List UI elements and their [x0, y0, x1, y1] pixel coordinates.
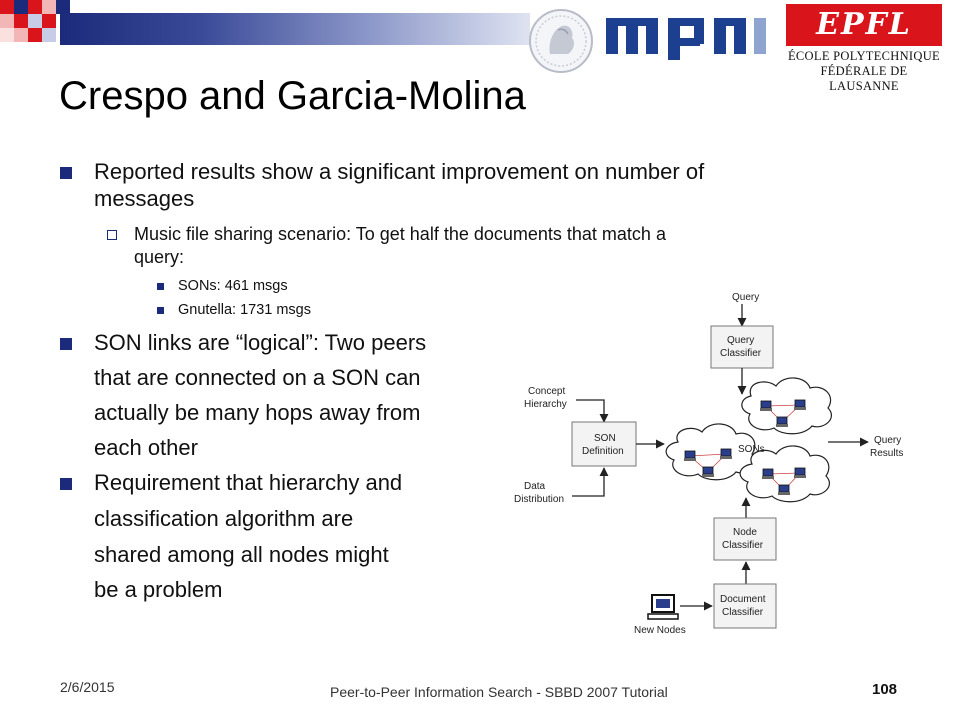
- label-sons: SONs: [738, 444, 765, 455]
- bullet-1-line-2: messages: [94, 186, 195, 211]
- bullet-2-line-4: each other: [94, 435, 198, 460]
- query-classifier-box: [711, 326, 773, 368]
- label-query-results-1: Query: [874, 435, 902, 446]
- label-query: Query: [732, 292, 760, 303]
- sub-bullet-marker: [107, 230, 117, 240]
- label-data-distribution-2: Distribution: [514, 494, 565, 505]
- epfl-logo: [784, 2, 944, 93]
- bullet-3-line-2: classification algorithm are: [94, 506, 354, 531]
- epfl-line-1: ÉCOLE POLYTECHNIQUE: [787, 49, 940, 63]
- label-document-classifier-2: Classifier: [722, 607, 764, 618]
- label-concept-hierarchy-1: Concept: [528, 386, 566, 397]
- bullet-2-line-2: that are connected on a SON can: [94, 365, 421, 390]
- node-classifier-box: [714, 518, 776, 560]
- bullet-1-line-1: Reported results show a significant improvement on number of: [94, 159, 705, 184]
- bullet-1-sub-line-1: Music file sharing scenario: To get half the documents that match a: [134, 224, 666, 244]
- label-query-classifier-1: Query: [727, 335, 755, 346]
- bullet-3-line-3: shared among all nodes might: [94, 542, 389, 567]
- epfl-line-2: FÉDÉRALE DE LAUSANNE: [820, 64, 908, 93]
- bullet-1-sub-line-2: query:: [134, 247, 185, 267]
- bullet-marker: [60, 338, 72, 350]
- label-query-results-2: Results: [870, 448, 904, 459]
- label-new-nodes: New Nodes: [634, 625, 686, 636]
- son-definition-box: [572, 422, 636, 466]
- slide-title: Crespo and Garcia-Molina: [59, 74, 526, 118]
- bullet-3-line-4: be a problem: [94, 577, 223, 602]
- son-architecture-diagram: [506, 284, 936, 640]
- bullet-2-line-1: SON links are “logical”: Two peers: [94, 330, 427, 355]
- bullet-2-line-3: actually be many hops away from: [94, 400, 421, 425]
- son-cloud-top: [742, 378, 832, 434]
- page-number: 108: [872, 681, 898, 698]
- bullet-marker: [60, 167, 72, 179]
- epfl-red-block: [786, 4, 942, 46]
- new-nodes-computer-icon: [648, 595, 678, 619]
- header-gradient-bar: [60, 13, 530, 45]
- label-query-classifier-2: Classifier: [720, 348, 762, 359]
- label-data-distribution-1: Data: [524, 481, 546, 492]
- mpi-logo: [604, 10, 772, 60]
- footer-text: Peer-to-Peer Information Search - SBBD 2007 Tutorial: [330, 684, 668, 700]
- sub-sub-bullet-marker: [157, 283, 164, 290]
- bullet-1-sub-item-1: SONs: 461 msgs: [178, 278, 288, 294]
- label-son-definition-2: Definition: [582, 446, 624, 457]
- label-node-classifier-1: Node: [733, 527, 757, 538]
- footer-date: 2/6/2015: [60, 679, 115, 695]
- bullet-1-sub-item-2: Gnutella: 1731 msgs: [178, 302, 311, 318]
- label-son-definition-1: SON: [594, 433, 616, 444]
- epfl-wordmark: EPFL: [816, 7, 912, 42]
- label-node-classifier-2: Classifier: [722, 540, 764, 551]
- bullet-3-line-1: Requirement that hierarchy and: [94, 470, 403, 495]
- minerva-seal-logo: [528, 8, 594, 74]
- sub-sub-bullet-marker: [157, 307, 164, 314]
- label-document-classifier-1: Document: [720, 594, 766, 605]
- bullet-marker: [60, 478, 72, 490]
- label-concept-hierarchy-2: Hierarchy: [524, 399, 567, 410]
- document-classifier-box: [714, 584, 776, 628]
